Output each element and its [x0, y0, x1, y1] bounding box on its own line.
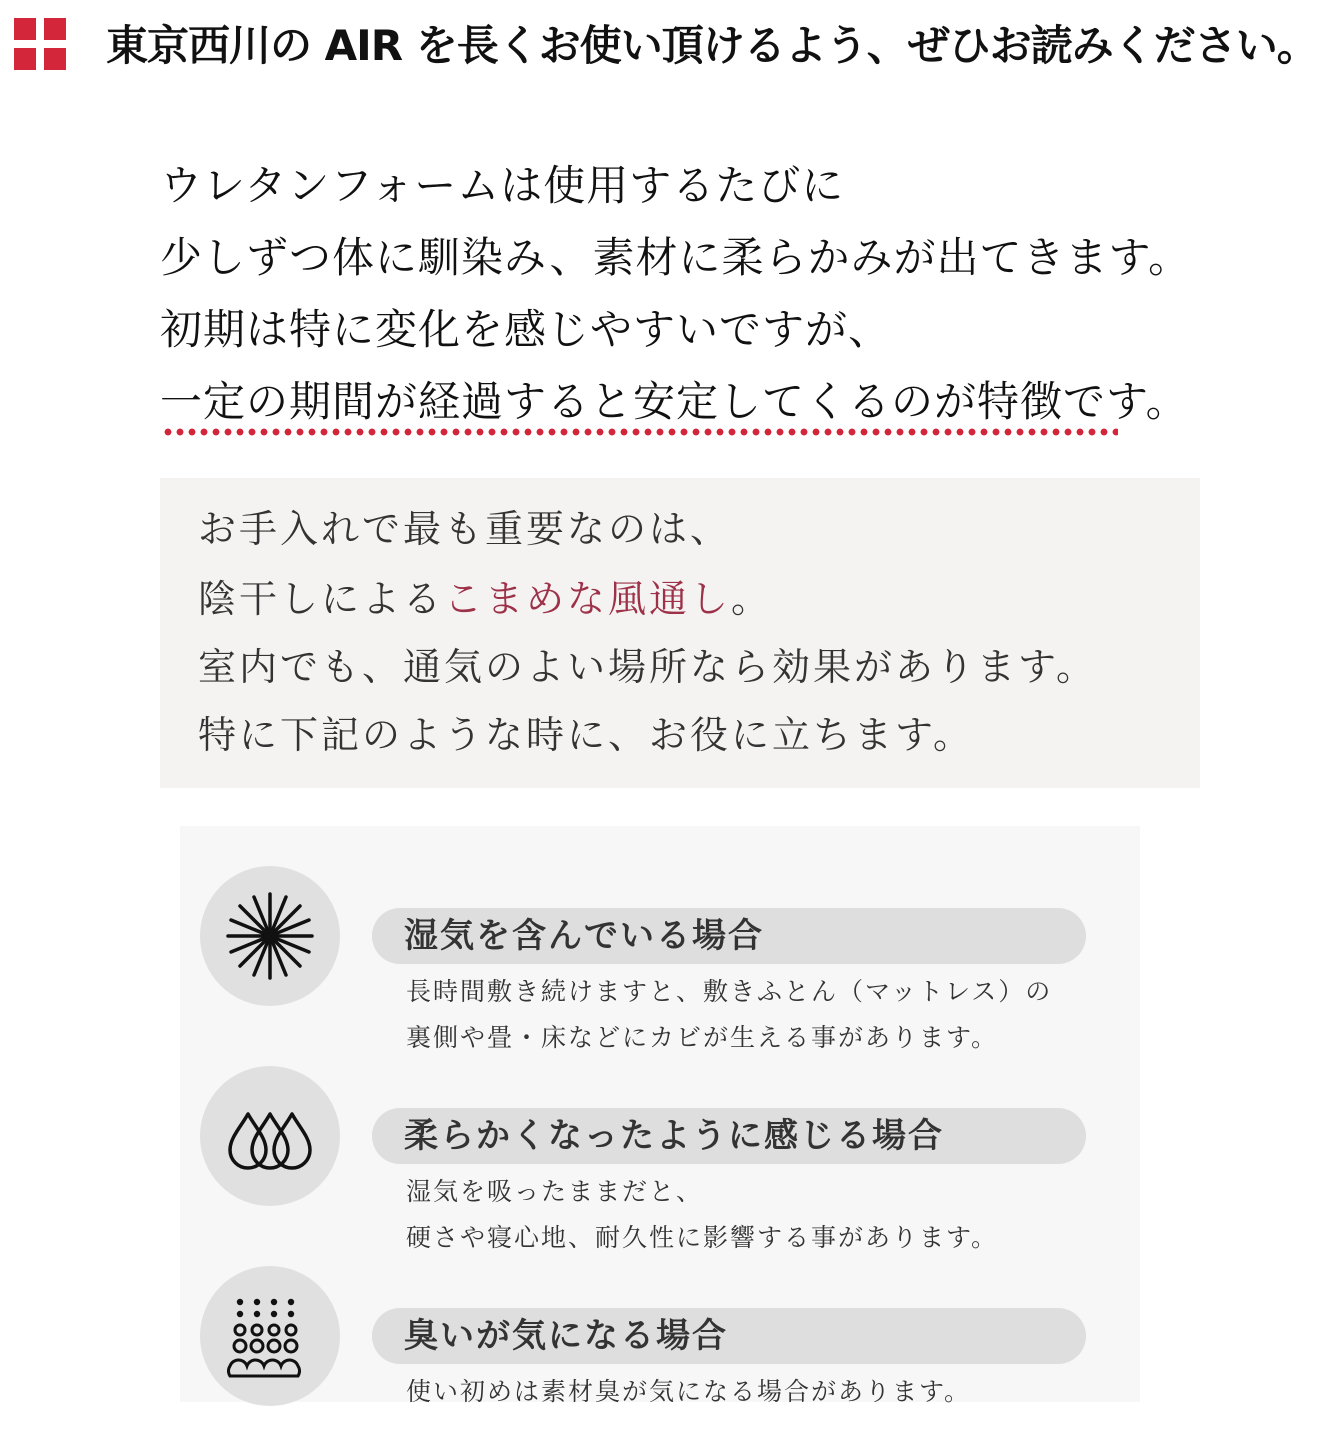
- case-heading-pill: [372, 908, 1086, 964]
- care-line: [198, 574, 772, 624]
- case-heading: 湿気を含んでいる場合: [404, 916, 764, 956]
- case-description: 湿気を吸ったままだと、: [406, 1177, 704, 1206]
- intro-line: 一定の期間が経過すると安定してくるのが特徴です。: [160, 377, 1189, 426]
- care-line-text: 陰干しによる: [198, 577, 445, 621]
- intro-line: 初期は特に変化を感じやすいですが、: [160, 305, 892, 354]
- case-heading: 柔らかくなったように感じる場合: [404, 1116, 944, 1156]
- care-highlight: こまめな風通し: [444, 577, 732, 621]
- case-heading: 臭いが気になる場合: [404, 1316, 728, 1356]
- case-item: [180, 1266, 1140, 1436]
- case-item: [180, 866, 1140, 1052]
- care-line-text: 。: [731, 577, 773, 621]
- page-header: [14, 14, 1324, 70]
- odor-icon: [200, 1266, 340, 1406]
- red-cross-squares-icon: [14, 18, 66, 70]
- intro-text: [160, 150, 1310, 438]
- case-heading-pill: [372, 1308, 1086, 1364]
- care-callout: [160, 478, 1200, 788]
- case-description: 裏側や畳・床などにカビが生える事があります。: [406, 1023, 999, 1052]
- care-line: お手入れで最も重要なのは、: [198, 507, 732, 551]
- case-description: 硬さや寝心地、耐久性に影響する事があります。: [406, 1223, 999, 1252]
- page-title: 東京西川の AIR を長くお使い頂けるよう、ぜひお読みください。: [106, 21, 1318, 70]
- care-line: 特に下記のような時に、お役に立ちます。: [198, 713, 974, 757]
- case-description: 長時間敷き続けますと、敷きふとん（マットレス）の: [406, 977, 1053, 1006]
- dotted-divider: [162, 428, 1118, 436]
- mold-icon: [200, 866, 340, 1006]
- intro-line: 少しずつ体に馴染み、素材に柔らかみが出てきます。: [160, 233, 1192, 282]
- case-heading-pill: [372, 1108, 1086, 1164]
- intro-line: ウレタンフォームは使用するたびに: [160, 161, 845, 210]
- case-item: [180, 1066, 1140, 1252]
- water-drops-icon: [200, 1066, 340, 1206]
- case-description: 使い初めは素材臭が気になる場合があります。: [406, 1377, 972, 1406]
- care-line: 室内でも、通気のよい場所なら効果があります。: [198, 645, 1097, 689]
- cases-panel: [180, 826, 1140, 1406]
